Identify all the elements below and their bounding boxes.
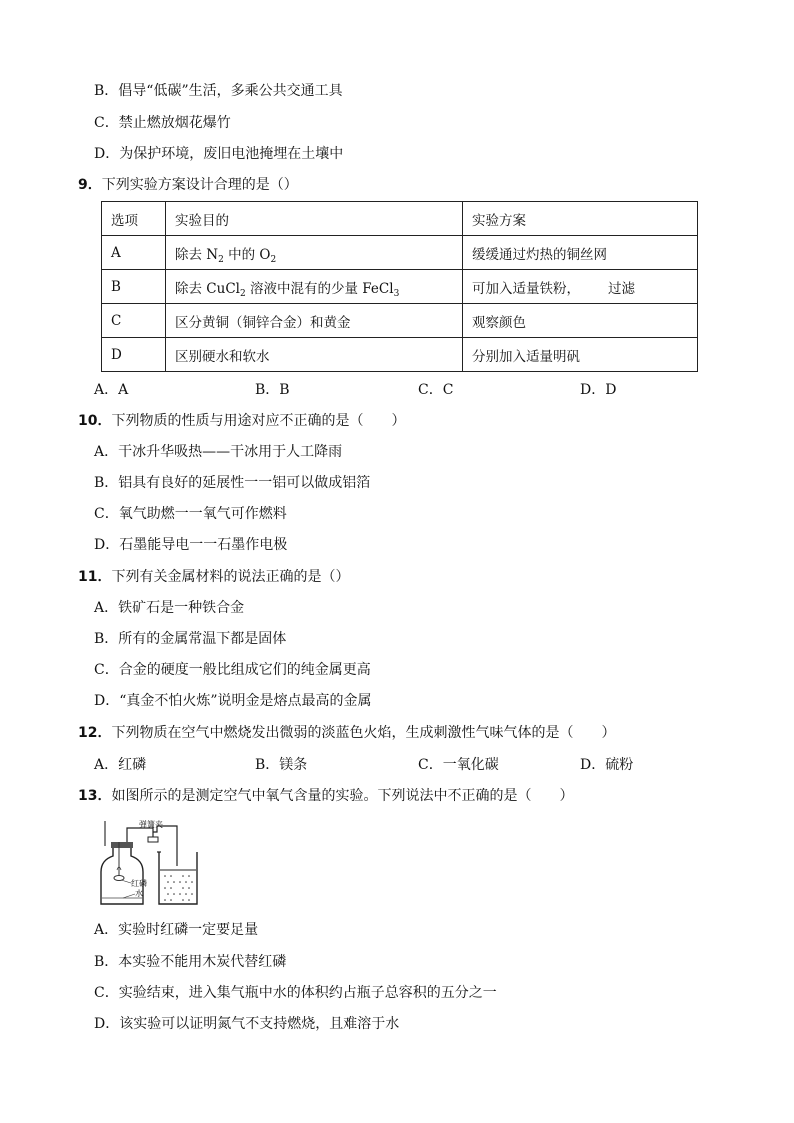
- phosphorus-pointer: [121, 880, 131, 883]
- q13-option-a: A．实验时红磷一定要足量: [94, 922, 259, 938]
- q8-option-d: D．为保护环境，废旧电池掩埋在土壤中: [94, 146, 344, 162]
- subscript: 2: [239, 288, 246, 299]
- q12-options: [0, 755, 794, 775]
- table-cell-option: A: [102, 236, 166, 270]
- q11-option-d: D．“真金不怕火炼”说明金是熔点最高的金属: [94, 693, 372, 709]
- q9-number: 9．: [78, 177, 102, 193]
- q12-option-c: C．一氧化碳: [418, 757, 499, 773]
- water-pointer: [123, 894, 135, 898]
- q8-option-c: C．禁止燃放烟花爆竹: [94, 115, 231, 131]
- q11-option-b: B．所有的金属常温下都是固体: [94, 631, 287, 647]
- table-cell-plan: [463, 270, 698, 304]
- q9-option-b: B．B: [255, 382, 290, 398]
- table-cell-plan: 缓缓通过灼热的铜丝网: [463, 236, 698, 270]
- table-cell-option: B: [102, 270, 166, 304]
- q12-option-b: B．镁条: [255, 757, 308, 773]
- q9-option-a: A．A: [94, 382, 129, 398]
- table-cell-plan: 分别加入适量明矾: [463, 338, 698, 372]
- q9-stem: [78, 175, 298, 195]
- q13-number: 13．: [78, 788, 112, 804]
- q9-options: [0, 380, 794, 400]
- q9-option-d: D．D: [580, 382, 617, 398]
- table-cell-option: C: [102, 304, 166, 338]
- q13-stem: [78, 786, 573, 806]
- table-row: [102, 304, 698, 338]
- q13-option-c: C．实验结束，进入集气瓶中水的体积约占瓶子总容积的五分之一: [94, 985, 497, 1001]
- beaker-water-dots: [164, 875, 193, 901]
- purpose-text: 除去 CuCl: [175, 280, 240, 297]
- table-header-plan: 实验方案: [463, 202, 698, 236]
- q11-stem-text: 下列有关金属材料的说法正确的是（）: [111, 569, 350, 585]
- q9-table: [101, 201, 698, 372]
- purpose-text: 中的 O: [223, 246, 271, 263]
- subscript: 3: [393, 288, 400, 299]
- q10-number: 10．: [78, 413, 112, 429]
- q13-stem-text: 如图所示的是测定空气中氧气含量的实验。下列说法中不正确的是（ ）: [111, 788, 574, 804]
- table-row: [102, 270, 698, 304]
- connecting-tube: [127, 826, 177, 866]
- burning-spoon: [114, 876, 124, 881]
- oxygen-experiment-figure: [97, 818, 207, 910]
- table-cell-plan: 观察颜色: [463, 304, 698, 338]
- q12-number: 12．: [78, 725, 112, 741]
- q8-option-b: B．倡导“低碳”生活，多乘公共交通工具: [94, 83, 343, 99]
- q13-option-b: B．本实验不能用木炭代替红磷: [94, 954, 287, 970]
- q11-stem: [78, 567, 349, 587]
- beaker: [159, 852, 197, 904]
- q9-option-c: C．C: [418, 382, 454, 398]
- table-cell-purpose: [166, 236, 463, 270]
- q11-option-a: A．铁矿石是一种铁合金: [94, 600, 245, 616]
- q12-option-a: A．红磷: [94, 757, 147, 773]
- table-header-purpose: 实验目的: [166, 202, 463, 236]
- q10-stem: [78, 411, 405, 431]
- q12-stem: [78, 723, 615, 743]
- q9-stem-text: 下列实验方案设计合理的是（）: [101, 177, 298, 193]
- table-header-option: 选项: [102, 202, 166, 236]
- q10-stem-text: 下列物质的性质与用途对应不正确的是（ ）: [111, 413, 406, 429]
- spring-clamp-icon: [148, 837, 158, 842]
- plan-text: 过滤: [608, 280, 635, 297]
- table-header-row: [102, 202, 698, 236]
- q10-option-d: D．石墨能导电一一石墨作电极: [94, 537, 288, 553]
- table-row: [102, 338, 698, 372]
- q12-stem-text: 下列物质在空气中燃烧发出微弱的淡蓝色火焰，生成刺激性气味气体的是（ ）: [111, 725, 616, 741]
- q10-option-b: B．铝具有良好的延展性一一铝可以做成铝箔: [94, 475, 371, 491]
- table-cell-purpose: 区别硬水和软水: [166, 338, 463, 372]
- bottle-stopper: [111, 842, 133, 848]
- water-label: 水: [135, 889, 143, 898]
- phosphorus-label: 红磷: [131, 879, 147, 888]
- q11-number: 11．: [78, 569, 112, 585]
- clamp-label: 弹簧夹: [139, 820, 163, 829]
- q10-option-a: A．干冰升华吸热——干冰用于人工降雨: [94, 444, 343, 460]
- purpose-text: 除去 N: [175, 246, 219, 263]
- q13-option-d: D．该实验可以证明氮气不支持燃烧，且难溶于水: [94, 1016, 400, 1032]
- subscript: 2: [270, 254, 277, 265]
- table-cell-purpose: 区分黄铜（铜锌合金）和黄金: [166, 304, 463, 338]
- q11-option-c: C．合金的硬度一般比组成它们的纯金属更高: [94, 662, 371, 678]
- subscript: 2: [218, 254, 224, 265]
- table-cell-option: D: [102, 338, 166, 372]
- purpose-text: 溶液中混有的少量 FeCl: [245, 280, 394, 297]
- table-cell-purpose: [166, 270, 463, 304]
- q12-option-d: D．硫粉: [580, 757, 634, 773]
- plan-text: 可加入适量铁粉，: [472, 280, 580, 297]
- q10-option-c: C．氧气助燃一一氧气可作燃料: [94, 506, 287, 522]
- table-row: [102, 236, 698, 270]
